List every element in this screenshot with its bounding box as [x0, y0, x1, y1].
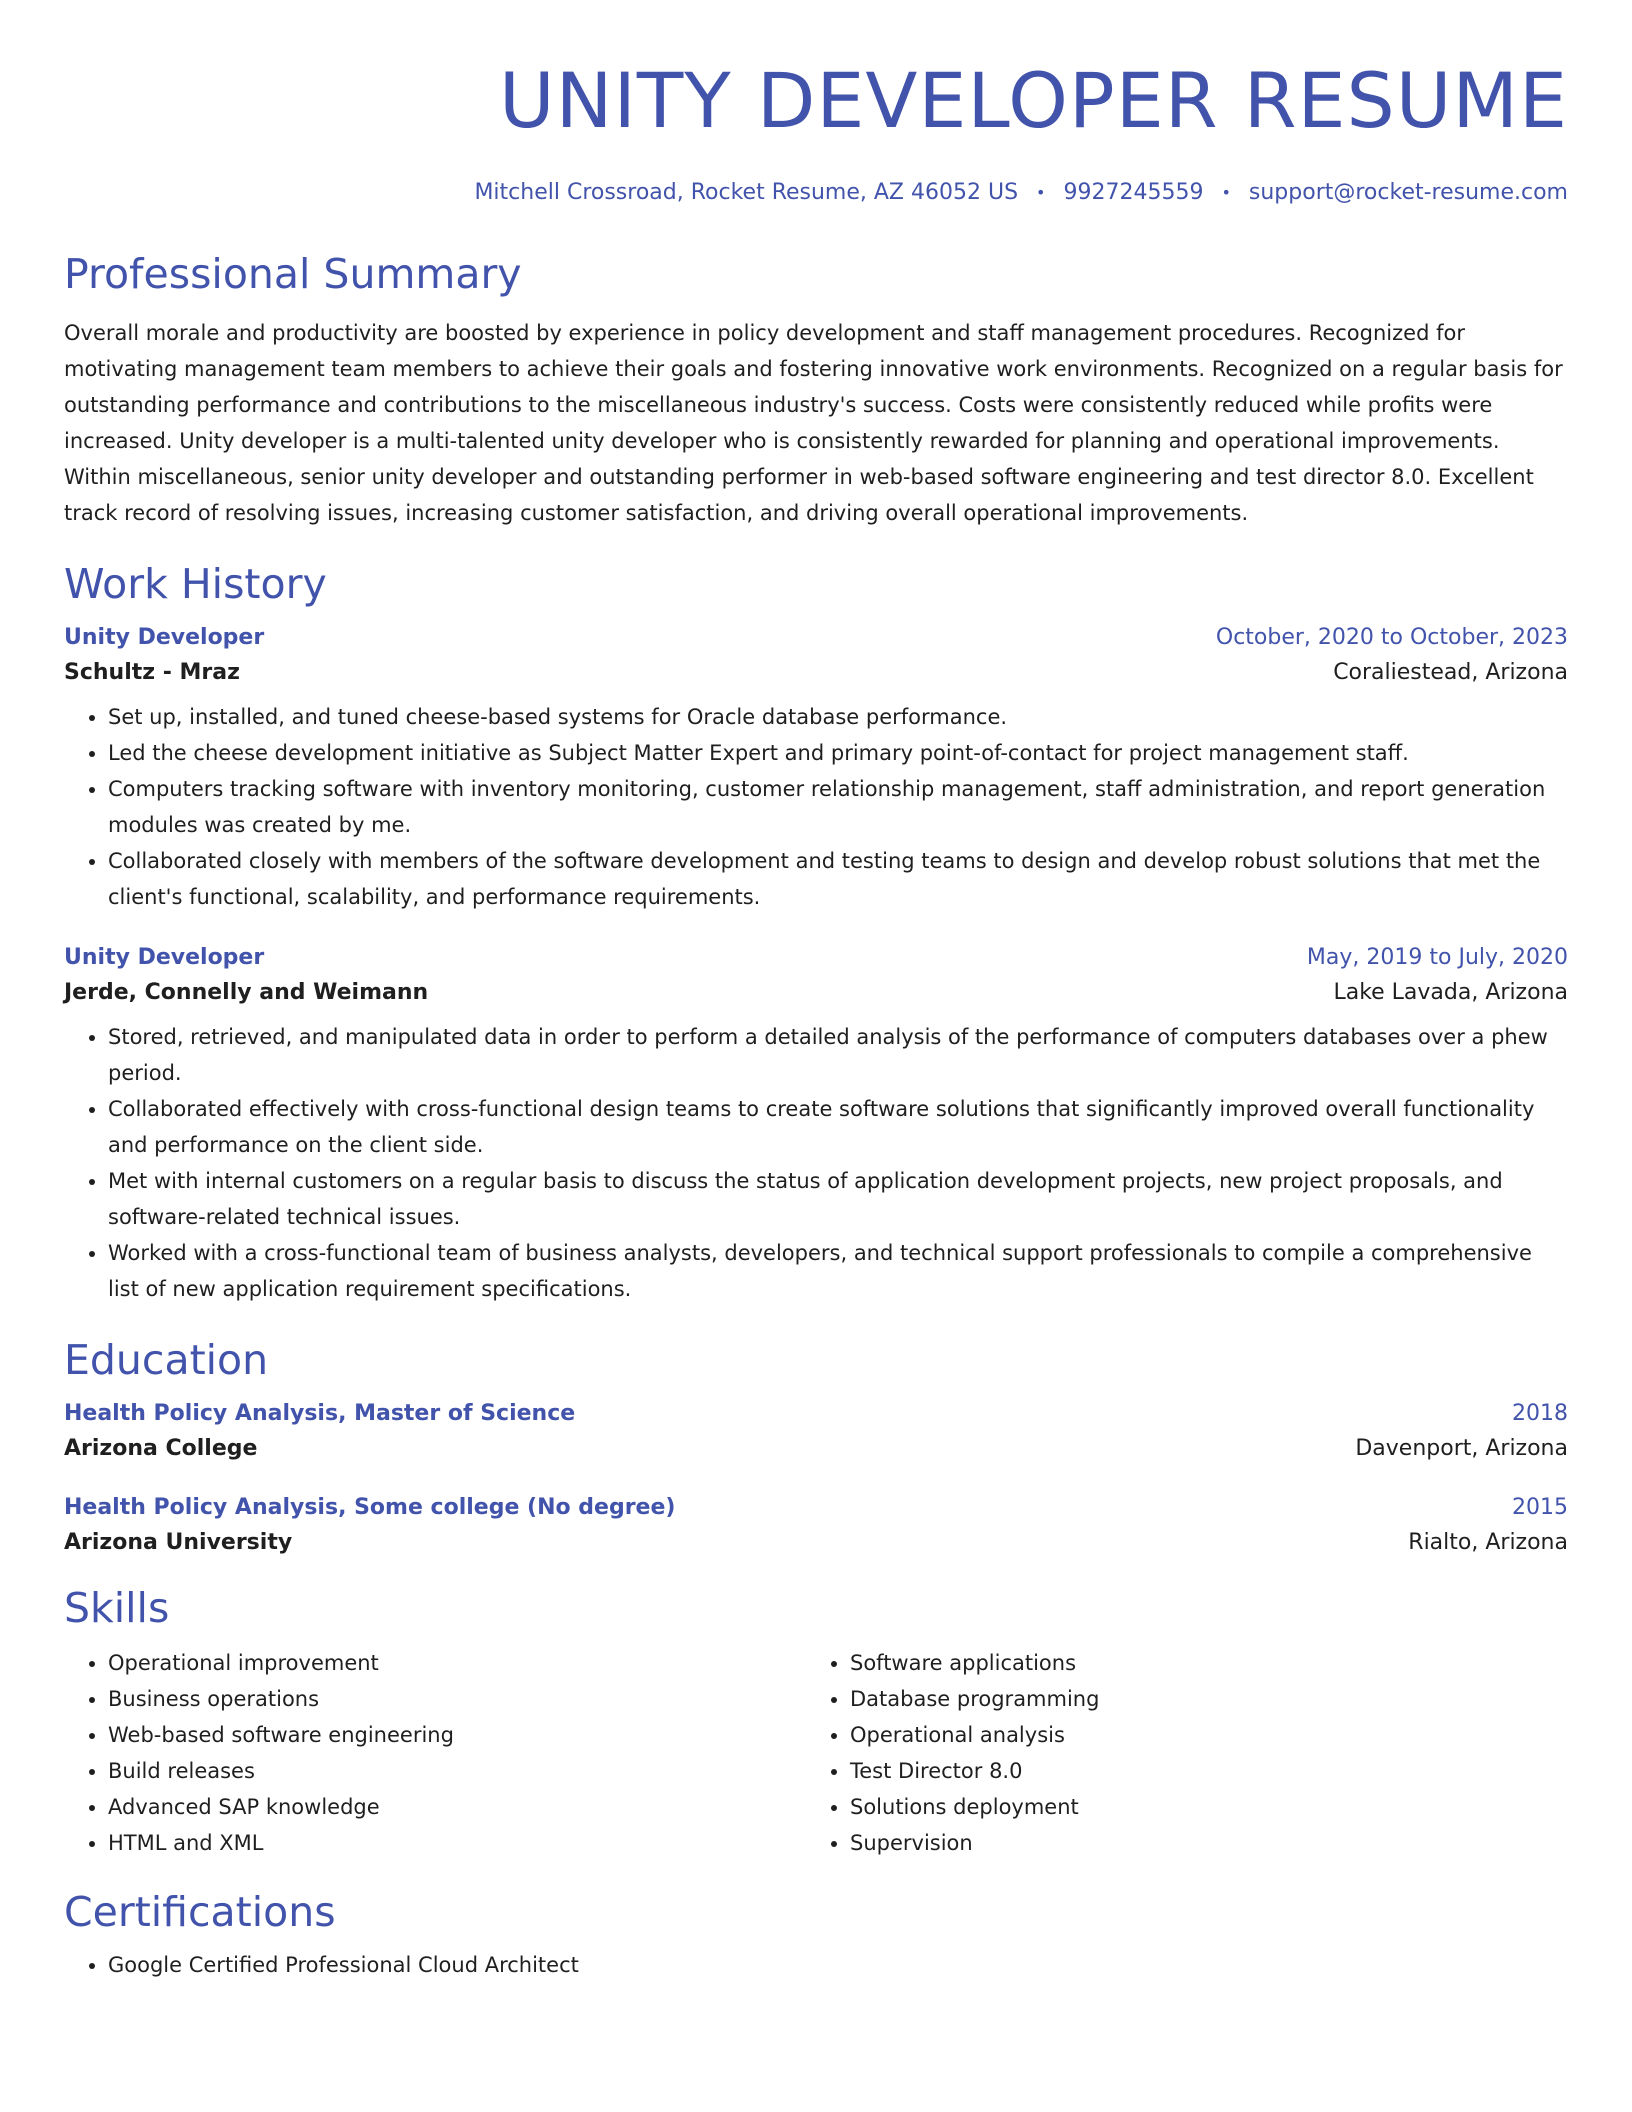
list-item: • Google Certified Professional Cloud Architect	[108, 1947, 1568, 1983]
skills-heading: Skills	[64, 1584, 170, 1632]
resume-title: UNITY DEVELOPER RESUME	[498, 56, 1568, 145]
job-company: Schultz - Mraz	[64, 660, 240, 685]
contact-separator: •	[1036, 183, 1046, 202]
graduation-year: 2015	[1512, 1495, 1568, 1520]
summary-heading: Professional Summary	[64, 250, 522, 298]
contact-email: support@rocket-resume.com	[1248, 180, 1568, 205]
list-item: • Database programming	[850, 1681, 1548, 1717]
contact-address: Mitchell Crossroad, Rocket Resume, AZ 46052 US	[474, 180, 1019, 205]
list-item: • Solutions deployment	[850, 1789, 1548, 1825]
skills-list-right	[806, 1645, 1548, 1861]
job-dates: October, 2020 to October, 2023	[1215, 625, 1568, 650]
degree: Health Policy Analysis, Some college (No degree)	[64, 1495, 676, 1520]
list-item: • Set up, installed, and tuned cheese-based systems for Oracle database performance.	[108, 699, 1568, 735]
list-item: • Met with internal customers on a regular basis to discuss the status of application development projects, new project proposals, and software-related technical issues.	[108, 1163, 1568, 1235]
job-entry	[64, 945, 1568, 1307]
school-name: Arizona College	[64, 1436, 258, 1461]
summary-text: Overall morale and productivity are boosted by experience in policy development and staff management procedures. Recognized for motivating management team members to achieve their goals and fostering innovative work environments. Recognized on a regular basis for outstanding performance and contributions to the miscellaneous industry's success. Costs were consistently reduced while profits were increased. Unity developer is a multi-talented unity developer who is consistently rewarded for planning and operational improvements. Within miscellaneous, senior unity developer and outstanding performer in web-based software engineering and test director 8.0. Excellent track record of resolving issues, increasing customer satisfaction, and driving overall operational improvements.	[64, 321, 1563, 525]
school-location: Rialto, Arizona	[1408, 1530, 1568, 1555]
list-item: • Test Director 8.0	[850, 1753, 1548, 1789]
contact-phone: 9927245559	[1063, 180, 1204, 205]
work-history-heading: Work History	[64, 560, 327, 608]
education-heading: Education	[64, 1336, 269, 1384]
skills-columns	[64, 1645, 1568, 1861]
job-title: Unity Developer	[64, 625, 265, 650]
job-entry	[64, 625, 1568, 915]
job-location: Coraliestead, Arizona	[1333, 660, 1568, 685]
list-item: • Web-based software engineering	[108, 1717, 806, 1753]
list-item: • HTML and XML	[108, 1825, 806, 1861]
list-item: • Build releases	[108, 1753, 806, 1789]
education-entry	[64, 1401, 1568, 1461]
job-location: Lake Lavada, Arizona	[1333, 980, 1568, 1005]
list-item: • Collaborated closely with members of the software development and testing teams to design and develop robust solutions that met the client's functional, scalability, and performance requirements.	[108, 843, 1568, 915]
list-item: • Software applications	[850, 1645, 1548, 1681]
contact-separator: •	[1221, 183, 1231, 202]
job-company: Jerde, Connelly and Weimann	[64, 980, 429, 1005]
graduation-year: 2018	[1512, 1401, 1568, 1426]
skills-list-left	[64, 1645, 806, 1861]
list-item: • Business operations	[108, 1681, 806, 1717]
list-item: • Operational analysis	[850, 1717, 1548, 1753]
certifications-heading: Certifications	[64, 1888, 336, 1936]
contact-line	[64, 180, 1568, 205]
list-item: • Operational improvement	[108, 1645, 806, 1681]
list-item: • Supervision	[850, 1825, 1548, 1861]
job-dates: May, 2019 to July, 2020	[1306, 945, 1568, 970]
education-entry	[64, 1495, 1568, 1555]
job-bullets	[64, 699, 1568, 915]
job-bullets	[64, 1019, 1568, 1307]
list-item: • Worked with a cross-functional team of business analysts, developers, and technical support professionals to compile a comprehensive list of new application requirement specifications.	[108, 1235, 1568, 1307]
job-title: Unity Developer	[64, 945, 265, 970]
degree: Health Policy Analysis, Master of Science	[64, 1401, 576, 1426]
school-location: Davenport, Arizona	[1355, 1436, 1568, 1461]
school-name: Arizona University	[64, 1530, 293, 1555]
list-item: • Collaborated effectively with cross-functional design teams to create software solutions that significantly improved overall functionality and performance on the client side.	[108, 1091, 1568, 1163]
list-item: • Advanced SAP knowledge	[108, 1789, 806, 1825]
certifications-list	[64, 1947, 1568, 1983]
list-item: • Stored, retrieved, and manipulated data in order to perform a detailed analysis of the performance of computers databases over a phew period.	[108, 1019, 1568, 1091]
list-item: • Computers tracking software with inventory monitoring, customer relationship management, staff administration, and report generation modules was created by me.	[108, 771, 1568, 843]
list-item: • Led the cheese development initiative as Subject Matter Expert and primary point-of-contact for project management staff.	[108, 735, 1568, 771]
